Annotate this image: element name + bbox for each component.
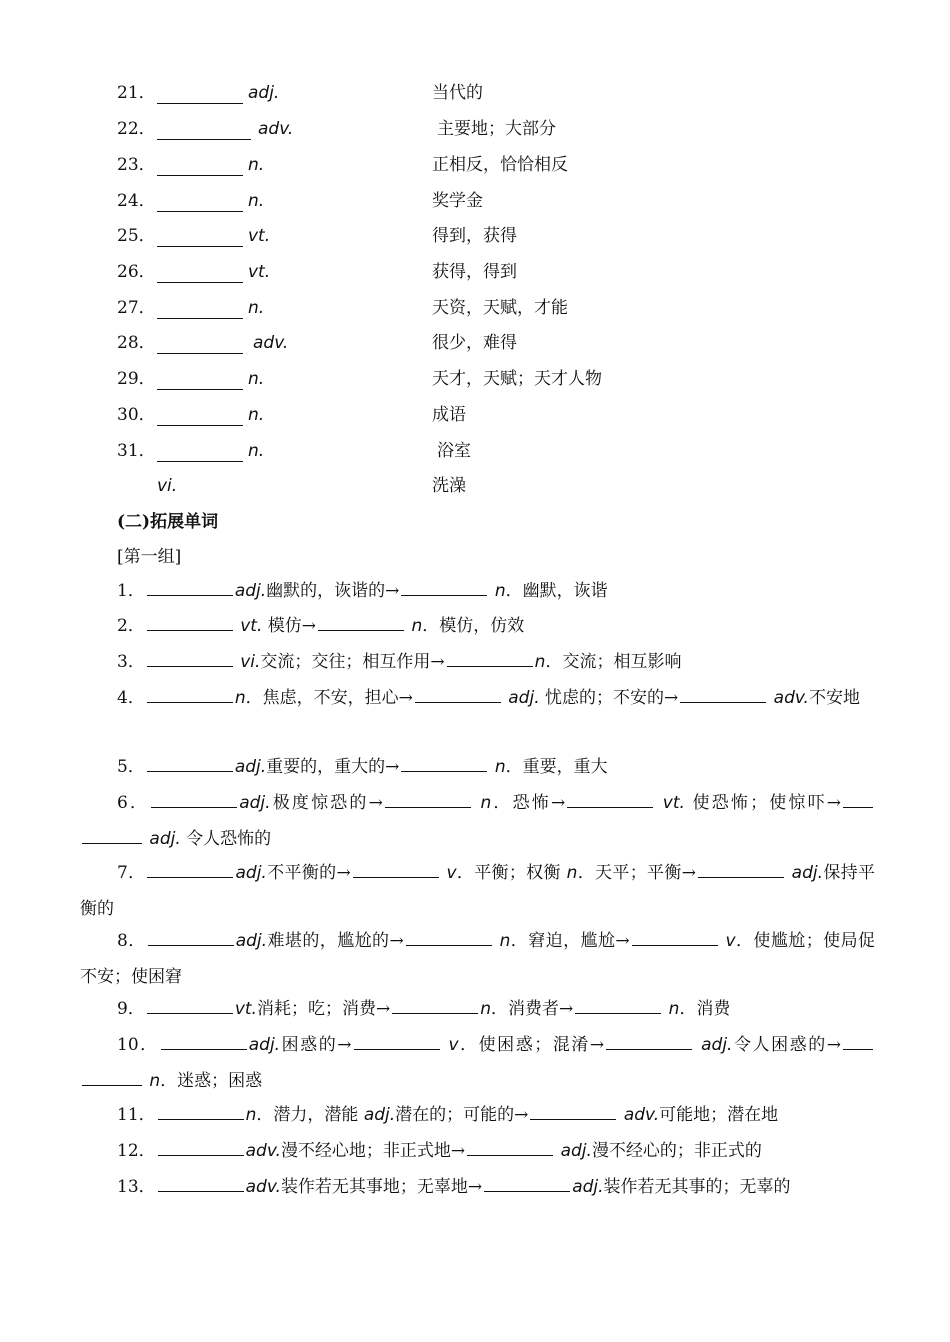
part-of-speech: adj. — [248, 83, 280, 103]
meaning: 保持平衡的 — [80, 863, 876, 919]
item-number: 6． — [117, 793, 150, 813]
meaning: 天资，天赋，才能 — [432, 298, 568, 318]
part-of-speech: adv. — [258, 119, 294, 139]
meaning: 当代的 — [432, 83, 483, 103]
expand-item-7 — [80, 856, 875, 927]
answer-blank[interactable] — [157, 332, 243, 354]
item-number: 3． — [117, 652, 145, 672]
meaning: ．使困惑；混淆→ — [458, 1035, 605, 1055]
part-of-speech: adv. — [773, 688, 809, 708]
meaning: 装作若无其事的；无辜的 — [603, 1177, 791, 1197]
part-of-speech: n — [480, 999, 491, 1019]
part-of-speech: n — [494, 581, 506, 601]
meaning: 装作若无其事地；无辜地→ — [280, 1177, 483, 1197]
meaning: 奖学金 — [432, 191, 483, 211]
part-of-speech: n — [234, 688, 246, 708]
meaning: ．模仿，仿效 — [422, 616, 525, 636]
answer-blank[interactable] — [157, 190, 243, 212]
answer-blank[interactable] — [567, 790, 653, 808]
meaning: ．平衡；权衡 — [456, 863, 561, 883]
item-number: 12． — [117, 1141, 156, 1161]
expand-item-11 — [80, 1098, 875, 1134]
meaning: ．迷惑；困惑 — [160, 1070, 263, 1091]
part-of-speech: adj. — [149, 828, 181, 849]
meaning: 重要的，重大的→ — [266, 757, 400, 777]
meaning: ．重要，重大 — [505, 757, 608, 777]
meaning: 交流；交往；相互作用→ — [260, 652, 445, 672]
expand-item-5 — [80, 750, 875, 786]
part-of-speech: n. — [248, 369, 265, 389]
answer-blank[interactable] — [157, 440, 243, 462]
expand-item-8 — [80, 924, 875, 995]
answer-blank[interactable] — [147, 613, 233, 631]
part-of-speech: adv. — [245, 1177, 281, 1197]
item-number: 4． — [117, 688, 145, 708]
answer-blank[interactable] — [843, 1032, 873, 1050]
answer-blank[interactable] — [157, 154, 243, 176]
answer-blank[interactable] — [158, 1138, 244, 1156]
item-number: 31． — [117, 441, 156, 461]
answer-blank[interactable] — [158, 1102, 244, 1120]
expand-item-13 — [80, 1170, 875, 1206]
item-number: 27． — [117, 298, 156, 318]
meaning: 正相反，恰恰相反 — [432, 155, 568, 175]
part-of-speech: n — [494, 757, 506, 777]
item-number: 9． — [117, 999, 145, 1019]
item-number: 8． — [117, 931, 146, 951]
meaning: 获得，得到 — [432, 262, 517, 282]
meaning: 潜在的；可能的→ — [395, 1105, 529, 1125]
answer-blank[interactable] — [415, 685, 501, 703]
part-of-speech: n — [245, 1105, 257, 1125]
answer-blank[interactable] — [157, 118, 251, 140]
part-of-speech: adj. — [701, 1035, 733, 1055]
answer-blank[interactable] — [606, 1032, 692, 1050]
meaning: 洗澡 — [432, 476, 466, 496]
part-of-speech: adj. — [248, 1035, 281, 1055]
meaning: 消耗；吃；消费→ — [256, 999, 391, 1019]
meaning: 很少，难得 — [432, 333, 517, 353]
group-label: [第一组] — [117, 547, 182, 567]
part-of-speech: vi. — [157, 476, 178, 496]
answer-blank[interactable] — [354, 1032, 440, 1050]
answer-blank[interactable] — [401, 754, 487, 772]
meaning: ．窘迫，尴尬→ — [510, 931, 630, 951]
expand-item-4 — [80, 681, 875, 717]
part-of-speech: vt. — [240, 616, 263, 636]
meaning: 极度惊恐的→ — [270, 793, 383, 813]
answer-blank[interactable] — [406, 928, 492, 946]
meaning: ．天平；平衡→ — [577, 863, 696, 883]
meaning: 浴室 — [437, 441, 471, 461]
meaning: 使恐怖；使惊吓→ — [692, 793, 842, 813]
part-of-speech: adj. — [560, 1141, 592, 1161]
item-number: 21． — [117, 83, 156, 103]
meaning: ．消费 — [679, 999, 731, 1019]
answer-blank[interactable] — [157, 225, 243, 247]
part-of-speech: n. — [248, 155, 265, 175]
item-number: 7． — [117, 863, 146, 883]
part-of-speech: vt. — [248, 226, 271, 246]
answer-blank[interactable] — [158, 1174, 244, 1192]
answer-blank[interactable] — [385, 790, 471, 808]
answer-blank[interactable] — [680, 685, 766, 703]
part-of-speech: vt. — [234, 999, 257, 1019]
part-of-speech: n — [566, 863, 578, 883]
expand-item-9 — [80, 992, 875, 1028]
part-of-speech: adj. — [363, 1105, 396, 1125]
item-number: 1． — [117, 581, 145, 601]
meaning: 难堪的，尴尬的→ — [267, 931, 404, 951]
answer-blank[interactable] — [157, 368, 243, 390]
part-of-speech: n — [149, 1070, 161, 1091]
item-number: 28． — [117, 333, 156, 353]
meaning: 困惑的→ — [280, 1035, 352, 1055]
answer-blank[interactable] — [392, 996, 478, 1014]
answer-blank[interactable] — [353, 860, 439, 878]
part-of-speech: adj. — [572, 1177, 604, 1197]
answer-blank[interactable] — [147, 578, 233, 596]
part-of-speech: n — [534, 652, 546, 672]
answer-blank[interactable] — [484, 1174, 570, 1192]
part-of-speech: v — [448, 1035, 459, 1055]
answer-blank[interactable] — [467, 1138, 553, 1156]
meaning: ．焦虑，不安，担心→ — [245, 688, 413, 708]
expand-item-1 — [80, 574, 875, 610]
part-of-speech: adj. — [234, 757, 267, 777]
meaning: ．潜力，潜能 — [256, 1105, 359, 1125]
answer-blank[interactable] — [318, 613, 404, 631]
meaning: 不安地 — [808, 688, 860, 708]
section-heading: (二)拓展单词 — [117, 512, 219, 532]
answer-blank[interactable] — [157, 82, 243, 104]
item-number: 26． — [117, 262, 156, 282]
answer-blank[interactable] — [447, 649, 533, 667]
item-number: 22． — [117, 119, 156, 139]
part-of-speech: vt. — [662, 793, 685, 813]
answer-blank[interactable] — [843, 790, 873, 808]
expand-item-10 — [80, 1028, 875, 1099]
item-number: 5． — [117, 757, 145, 777]
answer-blank[interactable] — [698, 860, 784, 878]
part-of-speech: adj. — [234, 581, 267, 601]
meaning: ．幽默，诙谐 — [505, 581, 608, 601]
expand-item-12 — [80, 1134, 875, 1170]
part-of-speech: v — [446, 863, 457, 883]
part-of-speech: n. — [248, 441, 265, 461]
part-of-speech: n. — [248, 298, 265, 318]
meaning: ．交流；相互影响 — [545, 652, 682, 672]
item-number: 24． — [117, 191, 156, 211]
answer-blank[interactable] — [157, 404, 243, 426]
part-of-speech: n. — [248, 191, 265, 211]
meaning: 成语 — [432, 405, 466, 425]
answer-blank[interactable] — [157, 297, 243, 319]
meaning: ．恐怖→ — [491, 793, 566, 813]
meaning: 天才，天赋；天才人物 — [432, 369, 602, 389]
meaning: 令人困惑的→ — [732, 1035, 841, 1055]
meaning: 漫不经心的；非正式的 — [591, 1141, 762, 1161]
meaning: 漫不经心地；非正式地→ — [280, 1141, 466, 1161]
answer-blank[interactable] — [148, 928, 234, 946]
part-of-speech: v — [725, 931, 736, 951]
item-number: 2． — [117, 616, 145, 636]
answer-blank[interactable] — [82, 1068, 142, 1086]
answer-blank[interactable] — [575, 996, 661, 1014]
item-number: 11． — [117, 1105, 156, 1125]
answer-blank[interactable] — [82, 826, 142, 844]
answer-blank[interactable] — [157, 261, 243, 283]
expand-item-3 — [80, 645, 875, 681]
part-of-speech: adj. — [508, 688, 540, 708]
part-of-speech: adj. — [235, 863, 267, 883]
answer-blank[interactable] — [147, 860, 233, 878]
meaning: 主要地；大部分 — [437, 119, 556, 139]
answer-blank[interactable] — [632, 928, 718, 946]
meaning: 得到，获得 — [432, 226, 517, 246]
meaning: ．使尴尬；使局促不安；使困窘 — [80, 931, 876, 987]
part-of-speech: adv. — [253, 333, 289, 353]
meaning: 幽默的，诙谐的→ — [266, 581, 400, 601]
answer-blank[interactable] — [147, 649, 233, 667]
answer-blank[interactable] — [147, 754, 233, 772]
meaning: 不平衡的→ — [266, 863, 351, 883]
answer-blank[interactable] — [161, 1032, 247, 1050]
part-of-speech: n — [668, 999, 680, 1019]
item-number: 13． — [117, 1177, 156, 1197]
answer-blank[interactable] — [151, 790, 237, 808]
meaning: 忧虑的；不安的→ — [545, 688, 679, 708]
part-of-speech: n — [499, 931, 511, 951]
expand-item-6 — [80, 786, 875, 857]
item-number: 25． — [117, 226, 156, 246]
part-of-speech: adj. — [239, 793, 271, 813]
part-of-speech: vt. — [248, 262, 271, 282]
part-of-speech: n — [411, 616, 423, 636]
part-of-speech: adv. — [245, 1141, 281, 1161]
item-number: 23． — [117, 155, 156, 175]
expand-item-2 — [80, 609, 875, 645]
part-of-speech: n. — [248, 405, 265, 425]
answer-blank[interactable] — [147, 685, 233, 703]
item-number: 10． — [117, 1035, 159, 1055]
part-of-speech: adv. — [623, 1105, 660, 1125]
answer-blank[interactable] — [401, 578, 487, 596]
part-of-speech: n — [480, 793, 492, 813]
meaning: 令人恐怖的 — [186, 828, 272, 849]
part-of-speech: adj. — [235, 931, 268, 951]
item-number: 29． — [117, 369, 156, 389]
part-of-speech: adj. — [791, 863, 824, 883]
answer-blank[interactable] — [530, 1102, 616, 1120]
meaning: ．消费者→ — [491, 999, 574, 1019]
part-of-speech: vi. — [240, 652, 261, 672]
meaning: 模仿→ — [267, 616, 317, 636]
answer-blank[interactable] — [147, 996, 233, 1014]
item-number: 30． — [117, 405, 156, 425]
meaning: 可能地；潜在地 — [659, 1105, 779, 1125]
